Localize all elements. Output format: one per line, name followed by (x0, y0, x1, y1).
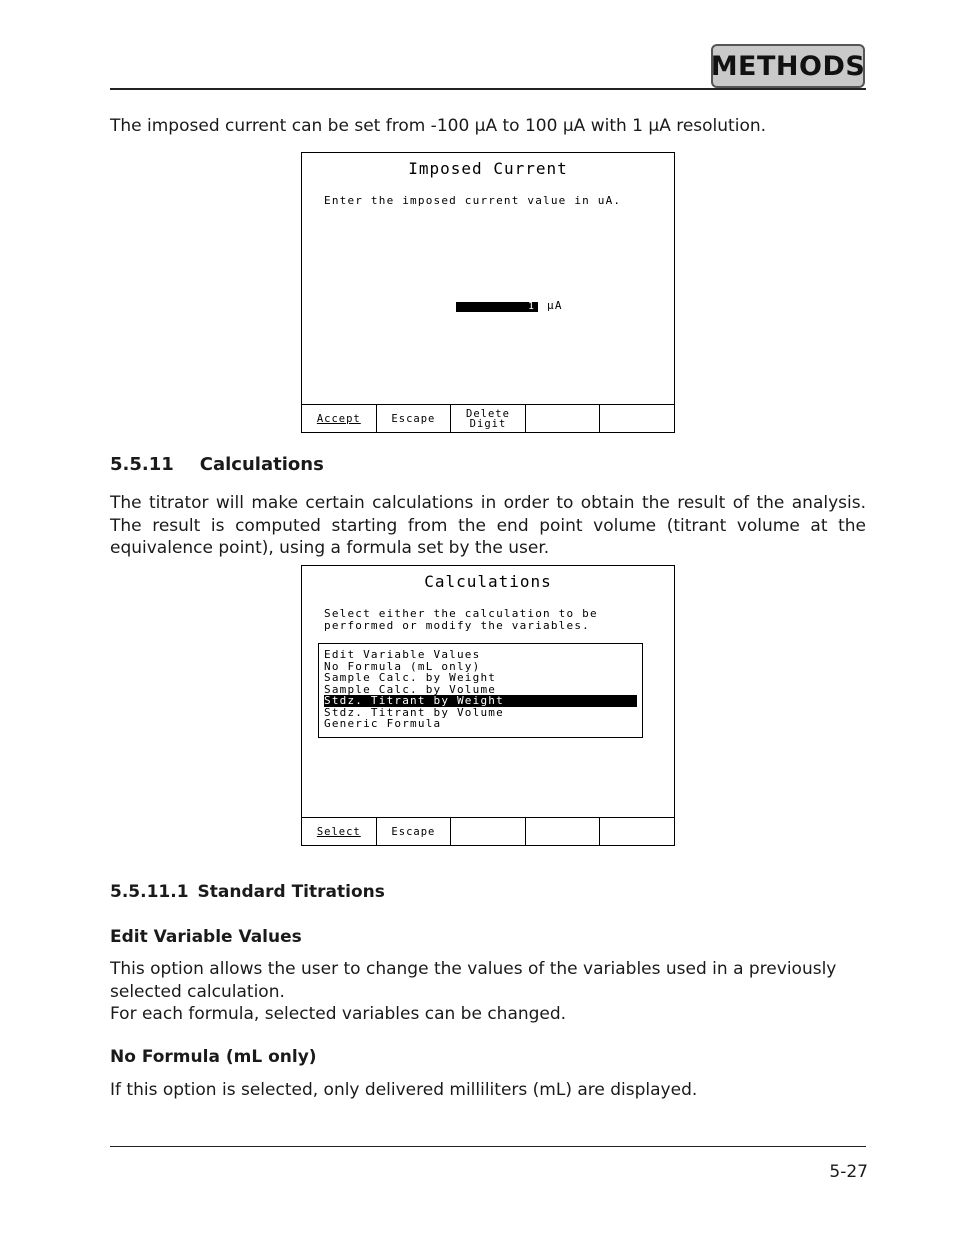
list-item-generic-formula[interactable]: Generic Formula (324, 717, 442, 730)
screen-title: Calculations (424, 572, 552, 591)
softkey-empty-4[interactable] (526, 818, 601, 845)
calculations-screen (301, 565, 675, 846)
softkey-accept[interactable]: Accept (302, 405, 377, 432)
list-item-sample-calc-weight[interactable]: Sample Calc. by Weight (324, 671, 497, 684)
no-formula-heading: No Formula (mL only) (110, 1047, 317, 1067)
list-item-stdz-titrant-volume[interactable]: Stdz. Titrant by Volume (324, 705, 504, 719)
edit-variable-values-paragraph-1: This option allows the user to change the values of the variables used in a previously selected calculation. (110, 959, 837, 1002)
calculations-paragraph: The titrator will make certain calculations in order to obtain the result of the analysis. The result is computed starting from the end point volume (titrant volume at the equivalence point), using a formula set by the user. (110, 493, 866, 558)
section-title: Calculations (199, 454, 324, 475)
softkey-empty-5[interactable] (600, 405, 674, 432)
footer-rule (110, 1146, 866, 1147)
subsection-number: 5.5.11.1 (110, 882, 189, 902)
page-number: 5-27 (829, 1162, 868, 1182)
section-number: 5.5.11 (110, 454, 174, 475)
list-item-stdz-titrant-weight[interactable]: Stdz. Titrant by Weight (324, 695, 637, 707)
screen-prompt: Enter the imposed current value in uA. (324, 194, 622, 207)
softkey-empty-3[interactable] (451, 818, 526, 845)
subsection-title: Standard Titrations (197, 882, 385, 902)
screen-prompt-line-1: Select either the calculation to be (324, 607, 598, 620)
edit-variable-values-paragraph-2: For each formula, selected variables can be changed. (110, 1004, 567, 1024)
header-rule (110, 88, 866, 90)
softkey-empty-4[interactable] (526, 405, 601, 432)
list-item-edit-variable-values[interactable]: Edit Variable Values (324, 648, 481, 661)
edit-variable-values-heading: Edit Variable Values (110, 927, 302, 947)
section-heading-calculations (110, 454, 324, 475)
softkey-bar (302, 404, 674, 432)
no-formula-paragraph: If this option is selected, only delivered milliliters (mL) are displayed. (110, 1080, 698, 1100)
softkey-empty-5[interactable] (600, 818, 674, 845)
softkey-select[interactable]: Select (302, 818, 377, 845)
subsection-heading-standard-titrations (110, 882, 385, 902)
current-value-field[interactable]: 1 (456, 302, 538, 312)
softkey-escape[interactable]: Escape (377, 818, 452, 845)
softkey-delete-digit[interactable]: Delete Digit (451, 405, 526, 432)
section-badge: METHODS (711, 44, 865, 88)
calculation-options-list (318, 643, 643, 738)
softkey-bar (302, 817, 674, 845)
intro-paragraph: The imposed current can be set from -100 µA to 100 µA with 1 µA resolution. (110, 116, 767, 136)
list-item-sample-calc-volume[interactable]: Sample Calc. by Volume (324, 682, 497, 696)
list-item-no-formula[interactable]: No Formula (mL only) (324, 659, 481, 673)
softkey-escape[interactable]: Escape (377, 405, 452, 432)
current-unit-label: µA (547, 299, 563, 312)
screen-title: Imposed Current (408, 159, 568, 178)
imposed-current-screen (301, 152, 675, 433)
screen-prompt-line-2: performed or modify the variables. (324, 619, 590, 632)
